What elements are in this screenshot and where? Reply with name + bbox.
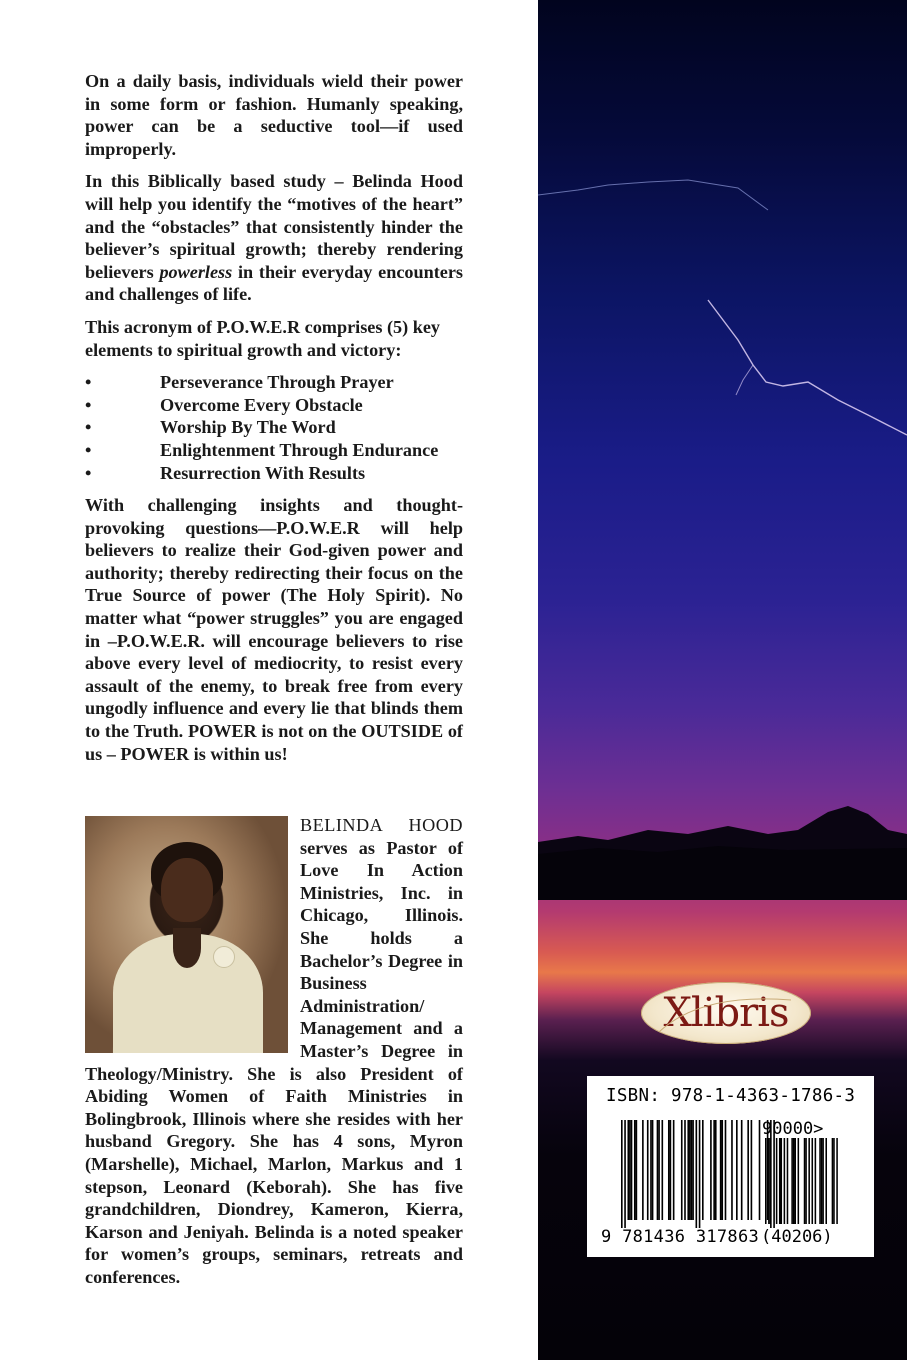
addon-bar	[804, 1138, 806, 1224]
addon-bar	[815, 1138, 817, 1224]
addon-bar	[819, 1138, 821, 1224]
addon-bar	[794, 1138, 796, 1224]
addon-bar	[765, 1138, 767, 1224]
list-item	[85, 371, 463, 394]
mountain-silhouette	[538, 790, 907, 900]
barcode-bar	[662, 1120, 664, 1220]
study-text-end: in their everyday encounters and challenges of life.	[85, 261, 464, 305]
barcode-bar	[713, 1120, 715, 1220]
addon-bar	[784, 1138, 786, 1224]
barcode-bar	[624, 1120, 626, 1228]
bullet-icon: •	[85, 462, 92, 483]
list-item-text: Perseverance Through Prayer	[160, 372, 394, 393]
barcode-bar	[642, 1120, 644, 1220]
list-item	[85, 394, 463, 417]
barcode-bar	[629, 1120, 631, 1220]
study-emphasis: powerless	[159, 261, 233, 282]
price-code: 90000>	[762, 1119, 824, 1139]
barcode-bar	[627, 1120, 629, 1220]
addon-bar	[787, 1138, 789, 1224]
barcode-bar	[702, 1120, 704, 1220]
list-item-text: Resurrection With Results	[160, 462, 366, 483]
barcode-bar	[721, 1120, 723, 1220]
addon-bar	[805, 1138, 807, 1224]
list-item-text: Overcome Every Obstacle	[160, 394, 363, 415]
isbn-label: ISBN: 978-1-4363-1786-3	[606, 1086, 856, 1106]
bullet-icon: •	[85, 439, 92, 460]
barcode-bar	[687, 1120, 689, 1220]
barcode-bar	[631, 1120, 633, 1220]
list-item-text: Worship By The Word	[160, 417, 336, 438]
addon-bar	[798, 1138, 800, 1224]
barcode-bar	[652, 1120, 654, 1220]
addon-bar	[793, 1138, 795, 1224]
ean-digits: 9 781436 317863	[601, 1227, 760, 1247]
barcode-bar	[720, 1120, 722, 1220]
addon-bar	[791, 1138, 793, 1224]
barcode-bar	[668, 1120, 670, 1220]
addon-bar	[833, 1138, 835, 1224]
bullet-icon: •	[85, 417, 92, 438]
publisher-logo	[641, 982, 811, 1044]
isbn-barcode	[587, 1076, 874, 1257]
barcode-bar	[741, 1120, 743, 1220]
author-photo	[85, 816, 288, 1053]
barcode-bar	[725, 1120, 727, 1220]
back-cover-description	[85, 70, 463, 775]
addon-bar	[768, 1138, 770, 1224]
addon-bar	[779, 1138, 781, 1224]
barcode-bar	[691, 1120, 693, 1220]
addon-digits: (40206)	[761, 1227, 833, 1247]
barcode-bar	[751, 1120, 753, 1220]
addon-bar	[821, 1138, 823, 1224]
bullet-icon: •	[85, 394, 92, 415]
barcode-bar	[710, 1120, 712, 1220]
author-bio	[85, 814, 463, 1288]
study-paragraph	[85, 170, 463, 306]
barcode-bar	[731, 1120, 733, 1220]
barcode-bar	[634, 1120, 636, 1220]
barcode-bar	[650, 1120, 652, 1220]
barcode-bar	[696, 1120, 698, 1228]
addon-bar	[832, 1138, 834, 1224]
barcode-bar	[673, 1120, 675, 1220]
barcode-bar	[647, 1120, 649, 1220]
lightning-bolt	[538, 150, 907, 450]
acronym-paragraph: This acronym of P.O.W.E.R comprises (5) key elements to spiritual growth and victory:	[85, 316, 441, 360]
list-item	[85, 416, 463, 439]
barcode-bar	[759, 1120, 761, 1220]
author-name: BELINDA HOOD	[300, 815, 463, 835]
power-elements-list	[85, 371, 463, 484]
barcode-bar	[684, 1120, 686, 1220]
list-item-text: Enlightenment Through Endurance	[160, 439, 439, 460]
addon-bar	[836, 1138, 838, 1224]
barcode-bar	[636, 1120, 638, 1220]
bullet-icon: •	[85, 372, 92, 393]
addon-bar	[825, 1138, 827, 1224]
publisher-name: Xlibris	[663, 990, 789, 1036]
barcode-bar	[658, 1120, 660, 1220]
barcode-bar	[689, 1120, 691, 1220]
addon-bar	[812, 1138, 814, 1224]
addon-bar	[781, 1138, 783, 1224]
barcode-bar	[715, 1120, 717, 1220]
barcode-bar	[747, 1120, 749, 1220]
logo-swoosh-icon	[651, 992, 801, 1038]
barcode-bar	[692, 1120, 694, 1220]
barcode-bar	[736, 1120, 738, 1220]
study-text-start: In this Biblically based study – Belinda Hood will help you identify the “motives of the heart” and the “obstacles” that consistently hinder the believer’s spiritual growth; thereby rendering believers	[85, 171, 463, 282]
barcode-bar	[681, 1120, 683, 1220]
barcode-bar	[670, 1120, 672, 1220]
closing-paragraph: With challenging insights and thought-provoking questions—P.O.W.E.R will help believers to realize their God-given power and authority; thereby redirecting their focus on the True Source of power (The Holy Spirit). No matter what “power struggles” you are engaged in –P.O.W.E.R. will encourage believers to rise above every level of mediocrity, to resist every assault of the enemy, to break free from every ungodly influence and every lie that blinds them to the Truth. POWER is not on the OUTSIDE of us – POWER is within us!	[85, 495, 463, 764]
intro-paragraph: On a daily basis, individuals wield their power in some form or fashion. Humanly speaking, power can be a seductive tool—if used improperly.	[85, 71, 463, 159]
list-item	[85, 462, 463, 485]
addon-bar	[770, 1138, 772, 1224]
barcode-bar	[621, 1120, 623, 1228]
barcode-bar	[657, 1120, 659, 1220]
addon-bar	[822, 1138, 824, 1224]
addon-bar	[808, 1138, 810, 1224]
addon-bar	[776, 1138, 778, 1224]
list-item	[85, 439, 463, 462]
barcode-bar	[699, 1120, 701, 1228]
author-bio-text: serves as Pastor of Love In Action Ministries, Inc. in Chicago, Illinois. She holds a Bachelor’s Degree in Business Administration/ Management and a Master’s Degree in Theology/Ministry. She is also President of Abiding Women of Faith Ministries in Bolingbrook, Illinois where she resides with her husband Gregory. She has 4 sons, Myron (Marshelle), Michael, Marlon, Markus and 1 stepson, Leonard (Keborah). She has five grandchildren, Diondrey, Kameron, Kierra, Karson and Jeniyah. Belinda is a noted speaker for women’s groups, seminars, retreats and conferences.	[85, 837, 463, 1287]
